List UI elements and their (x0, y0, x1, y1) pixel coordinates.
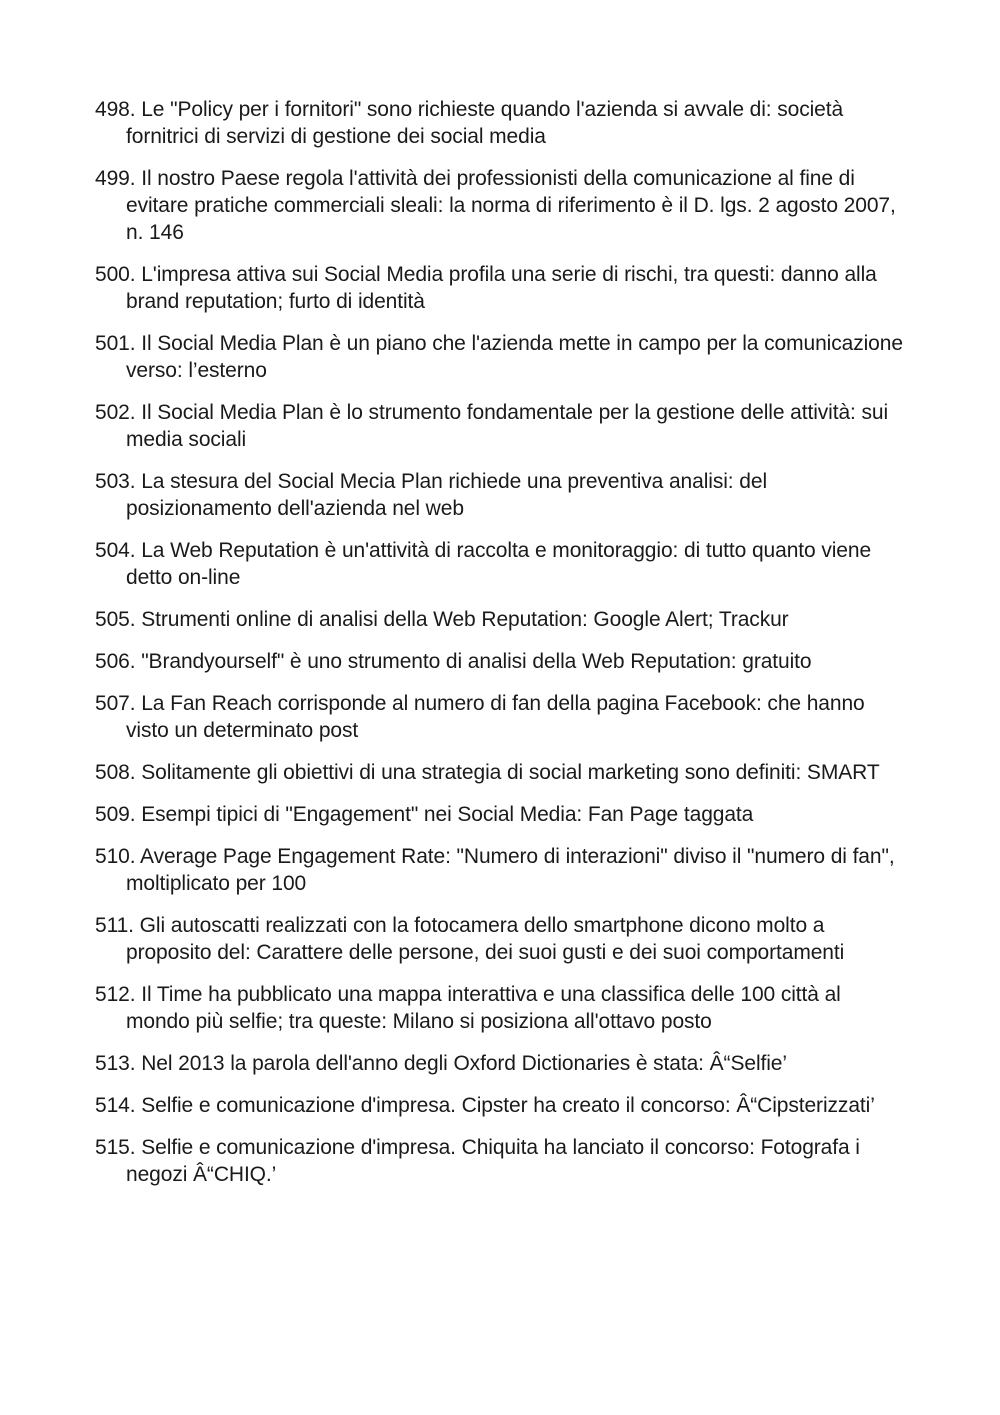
list-item: 501. Il Social Media Plan è un piano che l'azienda mette in campo per la comunicazione verso: l’esterno (95, 332, 903, 382)
list-item: 504. La Web Reputation è un'attività di raccolta e monitoraggio: di tutto quanto viene detto on-line (95, 539, 872, 589)
list-item: 498. Le "Policy per i fornitori" sono richieste quando l'azienda si avvale di: società fornitrici di servizi di gestione dei social media (95, 98, 844, 148)
list-item: 506. "Brandyourself" è uno strumento di analisi della Web Reputation: gratuito (95, 650, 812, 673)
list-item: 508. Solitamente gli obiettivi di una strategia di social marketing sono definiti: SMART (95, 761, 880, 784)
list-item: 511. Gli autoscatti realizzati con la fotocamera dello smartphone dicono molto a proposito del: Carattere delle persone, dei suoi gusti e dei suoi comportamenti (95, 914, 845, 964)
list-item: 509. Esempi tipici di "Engagement" nei Social Media: Fan Page taggata (95, 803, 754, 826)
list-item: 499. Il nostro Paese regola l'attività dei professionisti della comunicazione al fine di evitare pratiche commerciali sleali: la norma di riferimento è il D. lgs. 2 agosto 2007, n. 146 (95, 167, 896, 244)
list-item: 510. Average Page Engagement Rate: "Numero di interazioni" diviso il "numero di fan", moltiplicato per 100 (95, 845, 895, 895)
list-item: 502. Il Social Media Plan è lo strumento fondamentale per la gestione delle attività: sui media sociali (95, 401, 889, 451)
list-item: 514. Selfie e comunicazione d'impresa. Cipster ha creato il concorso: Â“Cipsterizzati’ (95, 1094, 875, 1117)
list-item: 513. Nel 2013 la parola dell'anno degli Oxford Dictionaries è stata: Â“Selfie’ (95, 1052, 787, 1075)
list-item: 515. Selfie e comunicazione d'impresa. Chiquita ha lanciato il concorso: Fotografa i negozi Â“CHIQ.’ (95, 1136, 860, 1186)
list-item: 512. Il Time ha pubblicato una mappa interattiva e una classifica delle 100 città al mondo più selfie; tra queste: Milano si posiziona all'ottavo posto (95, 983, 841, 1033)
list-item: 507. La Fan Reach corrisponde al numero di fan della pagina Facebook: che hanno visto un determinato post (95, 692, 865, 742)
list-item: 505. Strumenti online di analisi della Web Reputation: Google Alert; Trackur (95, 608, 789, 631)
list-item: 500. L'impresa attiva sui Social Media profila una serie di rischi, tra questi: danno alla brand reputation; furto di identità (95, 263, 877, 313)
question-answer-list (95, 96, 905, 1203)
list-item: 503. La stesura del Social Mecia Plan richiede una preventiva analisi: del posizionamento dell'azienda nel web (95, 470, 768, 520)
